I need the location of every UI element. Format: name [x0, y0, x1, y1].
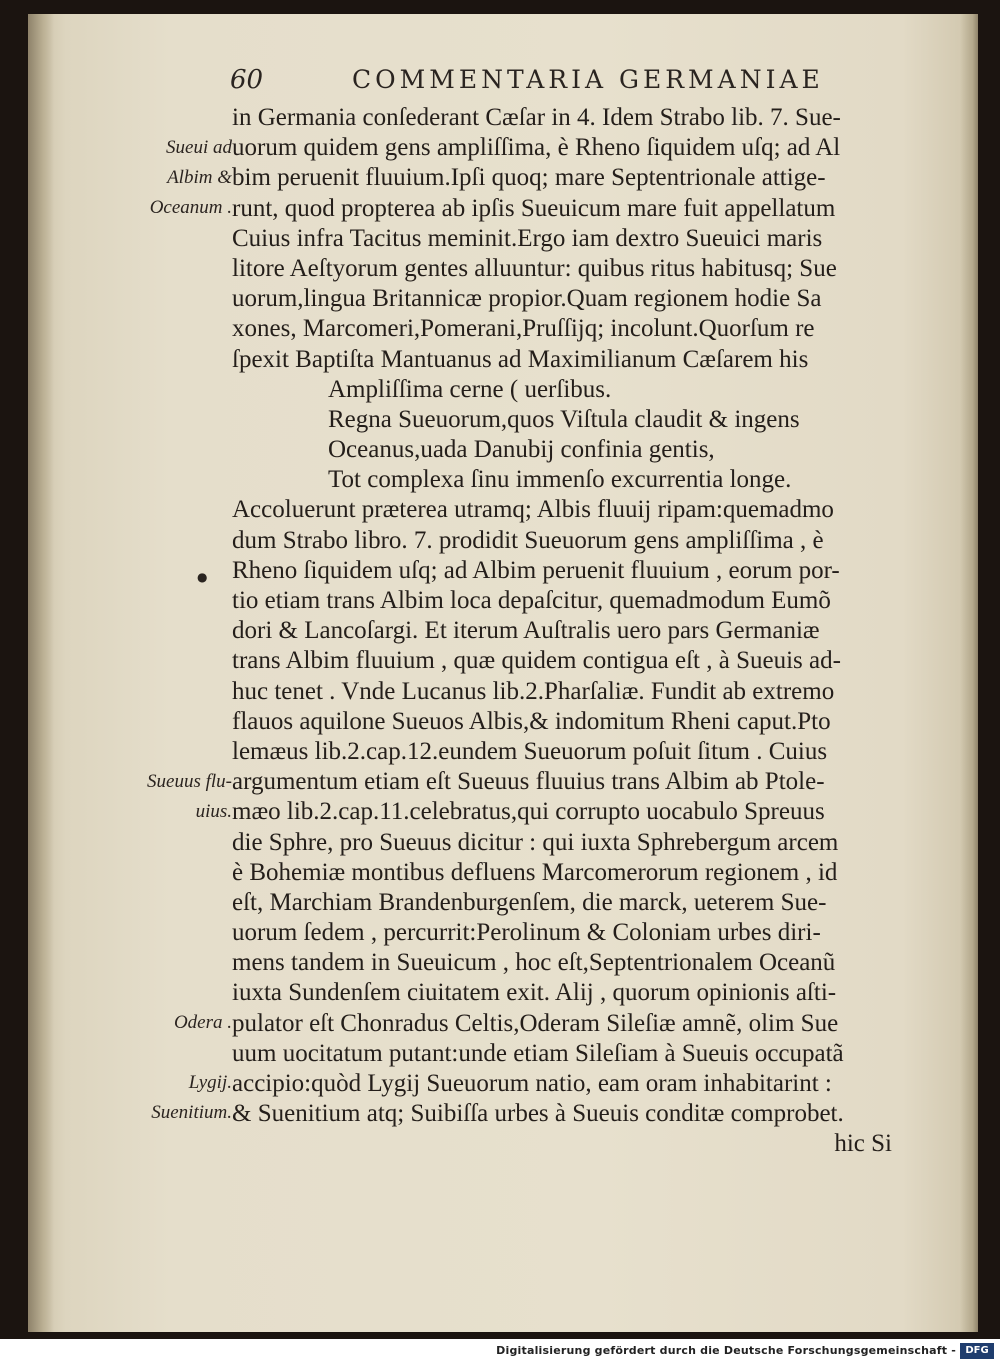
margin-note-line: Oceanum .: [149, 197, 232, 219]
page-edge-shadow: [960, 14, 978, 1332]
page-number: 60: [230, 65, 264, 95]
verse-line: Oceanus,uada Danubij confinia gentis,: [328, 436, 715, 464]
page-header: [0, 57, 1000, 97]
funding-notice: Digitalisierung gefördert durch die Deutsche Forschungsgemeinschaft -: [496, 1344, 956, 1357]
text-line: litore Aeſtyorum gentes alluuntur: quibus ritus habitusq; Sue: [232, 254, 837, 282]
text-line: huc tenet . Vnde Lucanus lib.2.Pharſaliæ. Fundit ab extremo: [232, 677, 835, 705]
verse-line: Ampliſſima cerne ( uerſibus.: [328, 375, 612, 403]
text-line: uorum quidem gens ampliſſima, è Rheno ſiquidem uſq; ad Al: [232, 134, 841, 162]
page-gutter-shadow: [28, 14, 54, 1332]
text-line: accipio:quòd Lygij Sueuorum natio, eam oram inhabitarint :: [232, 1070, 832, 1097]
margin-note-line: Lygij.: [188, 1072, 232, 1093]
running-head: COMMENTARIA GERMANIAE: [352, 65, 824, 94]
text-line: dori & Lancoſargi. Et iterum Auſtralis uero pars Germaniæ: [232, 617, 820, 645]
margin-note-line: uius.: [195, 801, 232, 823]
text-line: iuxta Sundenſem ciuitatem exit. Alij , quorum opinionis aſti-: [232, 979, 837, 1007]
text-line: pulator eſt Chonradus Celtis,Oderam Sileſiæ amnẽ, olim Sue: [232, 1009, 839, 1037]
text-line: xones, Marcomeri,Pomerani,Pruſſijq; incolunt.Quorſum re: [232, 315, 815, 343]
text-line: mæo lib.2.cap.11.celebratus,qui corrupto uocabulo Spreuus: [232, 798, 825, 826]
margin-note-line: Suenitium.: [151, 1102, 232, 1124]
text-line: die Sphre, pro Sueuus dicitur : qui iuxta Sphrebergum arcem: [232, 828, 839, 856]
margin-note-line: Sueui ad: [166, 137, 232, 158]
text-line: uorum ſedem , percurrit:Perolinum & Coloniam urbes diri-: [232, 919, 821, 947]
text-line: in Germania conſederant Cæſar in 4. Idem Strabo lib. 7. Sue-: [232, 104, 841, 131]
margin-note: [124, 133, 232, 224]
text-line: uum uocitatum putant:unde etiam Sileſiam à Sueuis occupatã: [232, 1039, 844, 1067]
margin-note-line: Sueuus flu-: [147, 771, 232, 792]
main-text: [232, 103, 942, 1160]
text-line: eſt, Marchiam Brandenburgenſem, die marck, ueterem Sue-: [232, 888, 827, 916]
text-line: trans Albim fluuium , quæ quidem contigua eſt , à Sueuis ad-: [232, 647, 841, 675]
text-line: è Bohemiæ montibus defluens Marcomerorum regionem , id: [232, 858, 838, 886]
margin-note-line: Albim &: [167, 167, 232, 189]
footer-bar: [0, 1339, 1000, 1365]
text-line: runt, quod propterea ab ipſis Sueuicum mare fuit appellatum: [232, 194, 836, 222]
text-line: bim peruenit fluuium.Ipſi quoq; mare Septentrionale attige-: [232, 164, 826, 192]
verse-line: Regna Sueuorum,quos Viſtula claudit & ingens: [328, 405, 800, 433]
text-line: & Suenitium atq; Suibiſſa urbes à Sueuis conditæ comprobet.: [232, 1100, 844, 1128]
margin-note: [124, 767, 232, 827]
text-line: Accoluerunt præterea utramq; Albis fluuij ripam:quemadmo: [232, 496, 834, 524]
catchword: hic Si: [834, 1130, 892, 1158]
text-line: flauos aquilone Sueuos Albis,& indomitum Rheni caput.Pto: [232, 707, 831, 735]
text-line: mens tandem in Sueuicum , hoc eſt,Septentrionalem Oceanũ: [232, 949, 836, 977]
text-line: lemæus lib.2.cap.12.eundem Sueuorum poſuit ſitum . Cuius: [232, 737, 828, 765]
dfg-logo: DFG: [960, 1343, 994, 1359]
text-line: Rheno ſiquidem uſq; ad Albim peruenit fluuium , eorum por-: [232, 556, 840, 584]
margin-note-line: Odera .: [173, 1012, 232, 1033]
verse-line: Tot complexa ſinu immenſo excurrentia longe.: [328, 466, 792, 494]
text-line: tio etiam trans Albim loca depaſcitur, quemadmodum Eumõ: [232, 587, 831, 614]
text-line: ſpexit Baptiſta Mantuanus ad Maximilianum Cæſarem his: [232, 345, 809, 373]
text-line: uorum,lingua Britannicæ propior.Quam regionem hodie Sa: [232, 285, 822, 313]
margin-note: [124, 1068, 232, 1128]
text-line: Cuius infra Tacitus meminit.Ergo iam dextro Sueuici maris: [232, 224, 823, 252]
text-line: dum Strabo libro. 7. prodidit Sueuorum gens ampliſſima , è: [232, 526, 824, 554]
bullet-mark: ●: [197, 570, 208, 584]
text-line: argumentum etiam eſt Sueuus fluuius trans Albim ab Ptole-: [232, 768, 825, 796]
margin-note: [124, 1008, 232, 1038]
